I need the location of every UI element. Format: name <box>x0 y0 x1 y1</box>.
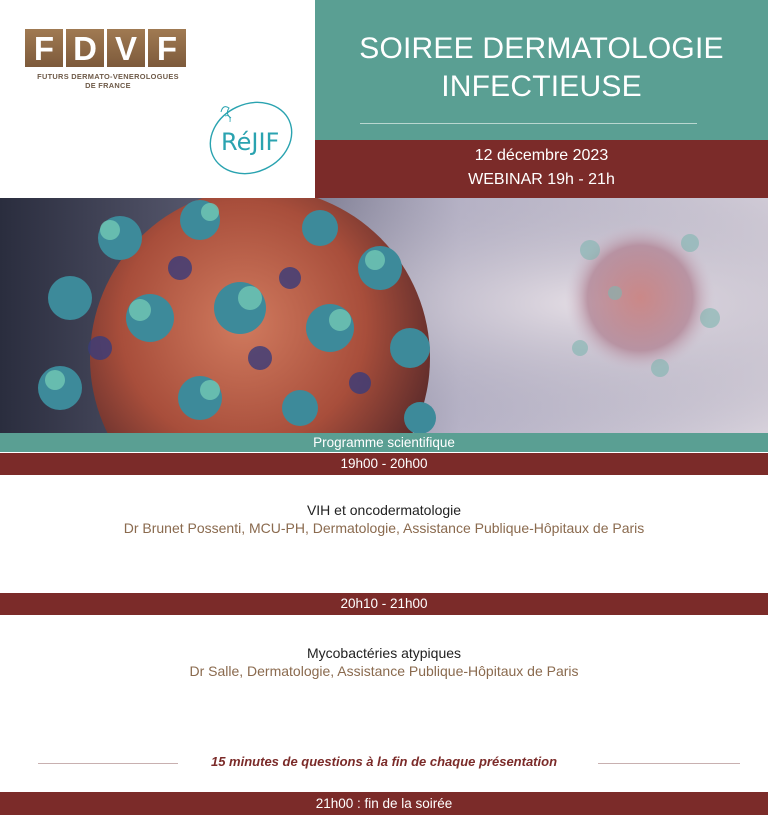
session-speaker: Dr Salle, Dermatologie, Assistance Publique-Hôpitaux de Paris <box>189 663 579 679</box>
session-time: 19h00 - 20h00 <box>0 453 768 475</box>
session-title: Mycobactéries atypiques <box>306 645 462 661</box>
fdvf-logo <box>25 29 186 67</box>
title-block <box>315 0 768 140</box>
questions-note-text: 15 minutes de questions à la fin de chaque présentation <box>210 754 558 769</box>
rejif-logo-icon <box>199 92 299 180</box>
event-title-line1: SOIREE DERMATOLOGIE <box>359 32 724 65</box>
fdvf-subtitle-line1: FUTURS DERMATO-VENEROLOGUES <box>37 72 179 81</box>
note-divider-right <box>598 763 740 764</box>
event-webinar: WEBINAR 19h - 21h <box>468 171 615 188</box>
session-title: VIH et oncodermatologie <box>306 502 462 518</box>
fdvf-letter: V <box>107 29 145 67</box>
programme-heading: Programme scientifique <box>0 433 768 452</box>
fdvf-letter: F <box>25 29 63 67</box>
session-time: 20h10 - 21h00 <box>0 593 768 615</box>
fdvf-letter: D <box>66 29 104 67</box>
fdvf-subtitle <box>22 72 194 90</box>
event-title-line2: INFECTIEUSE <box>441 70 642 103</box>
title-divider <box>360 123 697 124</box>
date-block <box>315 140 768 198</box>
event-date: 12 décembre 2023 <box>474 147 609 164</box>
fdvf-subtitle-line2: DE FRANCE <box>85 81 131 90</box>
questions-note <box>0 752 768 774</box>
event-title <box>315 30 768 106</box>
rejif-logo <box>199 92 299 180</box>
end-of-evening: 21h00 : fin de la soirée <box>0 792 768 815</box>
logo-area <box>0 0 315 198</box>
virus-illustration <box>0 198 768 433</box>
rejif-text: RéJIF <box>221 128 280 156</box>
hero-virus-image <box>0 198 768 433</box>
fdvf-letter: F <box>148 29 186 67</box>
session-speaker: Dr Brunet Possenti, MCU-PH, Dermatologie, Assistance Publique-Hôpitaux de Paris <box>123 520 645 536</box>
